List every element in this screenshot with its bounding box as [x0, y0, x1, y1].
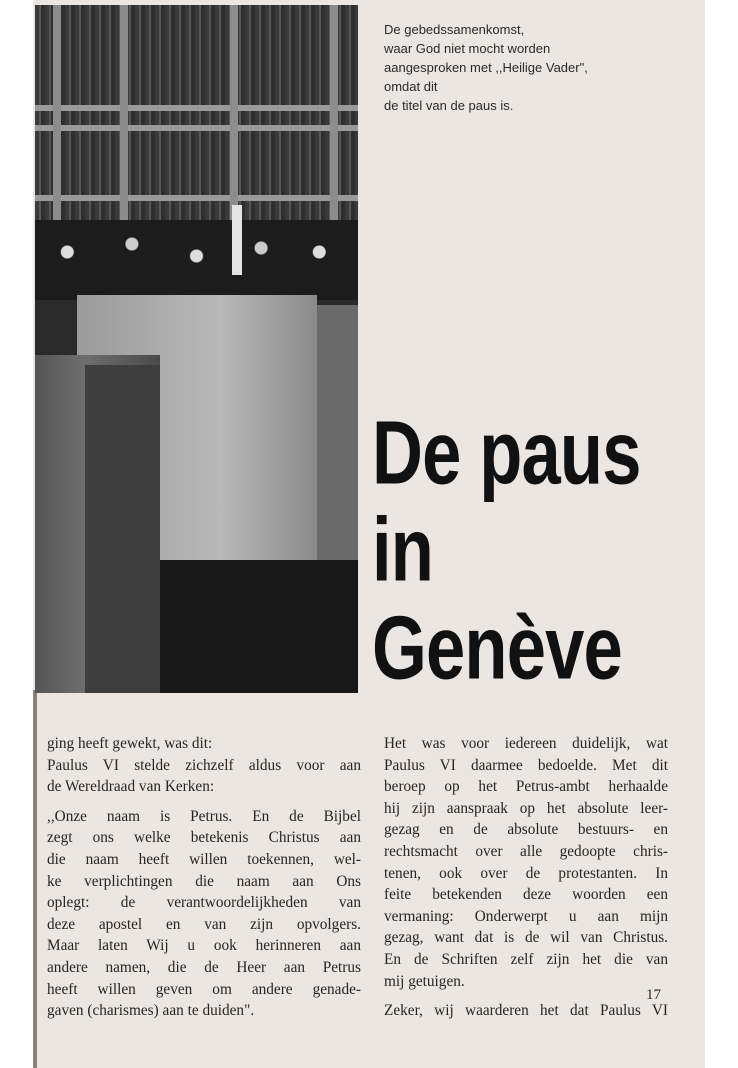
photo-beam [35, 125, 358, 131]
text-line: ging heeft gewekt, was dit: [47, 735, 213, 752]
text-line: andere namen, die de Heer aan Petrus [47, 958, 361, 976]
caption-line: De gebedssamenkomst, [384, 22, 525, 37]
photo-post [53, 5, 61, 220]
text-line: ke verplichtingen die naam aan Ons [47, 872, 361, 890]
article-title-line: Genève [372, 597, 622, 699]
text-line: deze apostel en van zijn opvolgers. [47, 915, 361, 933]
text-line: tenen, ook over de protestanten. In [384, 864, 668, 882]
text-line: En de Schriften zelf zijn het die van [384, 950, 668, 968]
text-line: mij getuigen. [384, 972, 465, 990]
photo-lectern-post [85, 365, 160, 693]
text-line: gaven (charismes) aan te duiden". [47, 1002, 255, 1020]
text-line: Paulus VI daarmee bedoelde. Met dit [384, 756, 668, 774]
caption-line: de titel van de paus is. [384, 98, 514, 113]
photo-floor [160, 560, 358, 693]
caption-line: waar God niet mocht worden [384, 41, 551, 56]
photo-altar-side [317, 305, 358, 560]
left-column [47, 733, 361, 1022]
text-line: hij zijn aanspraak op het absolute leer- [384, 799, 668, 817]
text-line: oplegt: de verantwoordelijkheden van [47, 894, 361, 912]
text-line: zegt ons welke betekenis Christus aan [47, 829, 361, 847]
text-line: beroep op het Petrus-ambt herhaalde [384, 778, 668, 796]
caption-line: omdat dit [384, 79, 438, 94]
photo-post [330, 5, 338, 220]
text-line: ,,Onze naam is Petrus. En de Bijbel [47, 807, 361, 825]
photo-prayer-meeting [35, 5, 358, 693]
article-title-line: in [372, 499, 434, 601]
photo-beam [35, 195, 358, 201]
text-line: Het was voor iedereen duidelijk, wat [384, 735, 668, 752]
text-line: Maar laten Wij u ook herinneren aan [47, 937, 361, 955]
photo-post [120, 5, 128, 220]
photo-caption [384, 20, 588, 115]
text-line: die naam heeft willen toekennen, wel- [47, 850, 361, 868]
article-title-line: De paus [372, 402, 641, 504]
photo-beam [35, 105, 358, 111]
text-line: gezag, want dat is de wil van Christus. [384, 929, 668, 947]
text-line: Paulus VI stelde zichzelf aldus voor aan [47, 756, 361, 774]
text-line: vermaning: Onderwerpt u aan mijn [384, 907, 668, 925]
photo-crowd [35, 220, 358, 300]
text-line: heeft willen geven om andere genade- [47, 980, 361, 998]
text-line: rechtsmacht over alle gedoopte chris- [384, 842, 668, 860]
right-column [384, 733, 668, 1022]
photo-post [230, 5, 238, 220]
text-line: de Wereldraad van Kerken: [47, 778, 215, 796]
caption-line: aangesproken met ,,Heilige Vader", [384, 60, 588, 75]
photo-candle [232, 205, 242, 275]
text-line: feite betekenden deze woorden een [384, 886, 668, 904]
text-line: Zeker, wij waarderen het dat Paulus VI [384, 1002, 668, 1020]
page-number: 17 [646, 987, 661, 1003]
photo-wall [35, 5, 358, 220]
page-edge-shadow [33, 690, 37, 1068]
text-line: gezag en de absolute bestuurs- en [384, 821, 668, 839]
